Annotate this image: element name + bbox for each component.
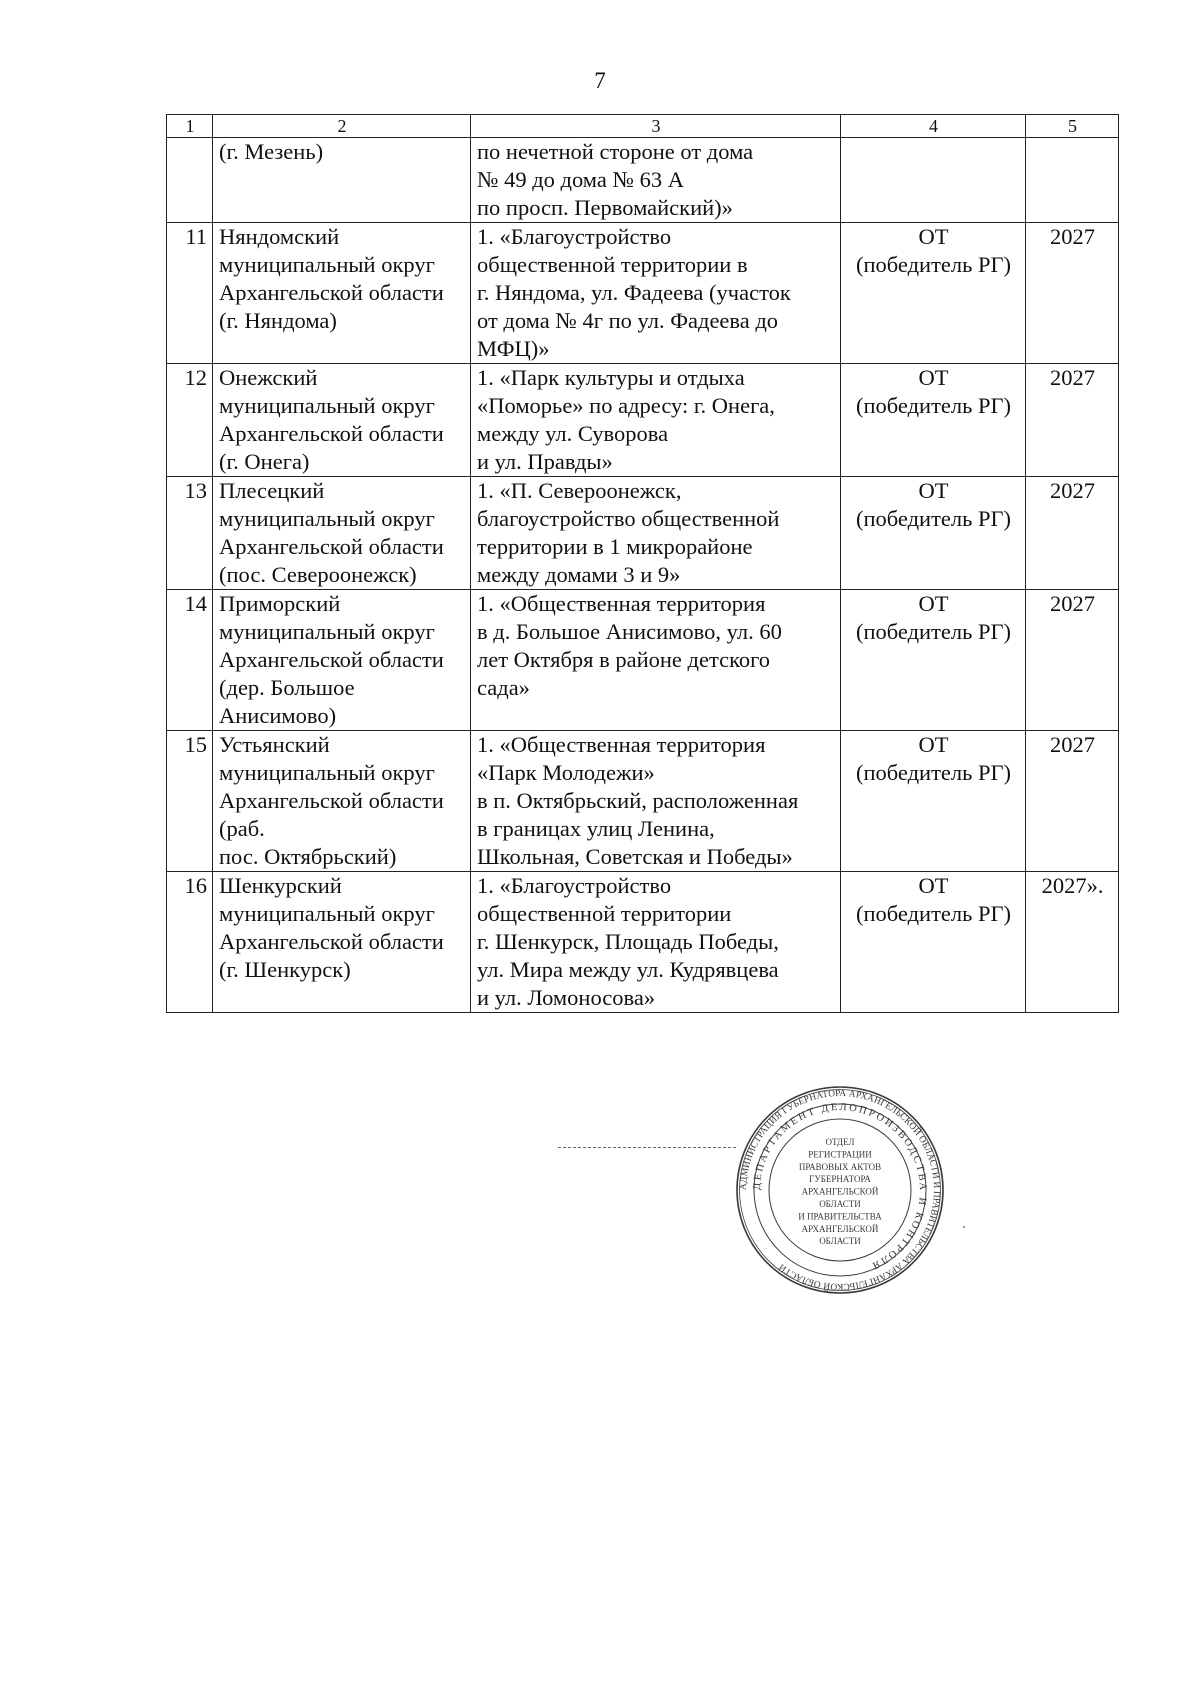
municipality-line: (г. Няндома)	[219, 308, 337, 333]
municipality-cell	[213, 477, 471, 590]
type-cell	[841, 872, 1026, 1013]
object-line: «Парк Молодежи»	[477, 760, 655, 785]
municipality-line: (пос. Североонежск)	[219, 562, 417, 587]
year-cell: 2027	[1026, 364, 1119, 477]
year-cell: 2027	[1026, 731, 1119, 872]
official-stamp	[735, 1085, 945, 1295]
municipality-line: (дер. Большое	[219, 675, 355, 700]
municipality-line: Онежский	[219, 365, 318, 390]
municipality-line: муниципальный округ	[219, 901, 435, 926]
stamp-middle-text: ДЕПАРТАМЕНТ ДЕЛОПРОИЗВОДСТВА И КОНТРОЛЯ	[751, 1101, 929, 1272]
row-number	[167, 138, 213, 223]
object-line: 1. «Благоустройство	[477, 224, 672, 249]
object-line: Школьная, Советская и Победы»	[477, 844, 793, 869]
table-row	[167, 364, 1119, 477]
stamp-outer-text: АДМИНИСТРАЦИЯ ГУБЕРНАТОРА АРХАНГЕЛЬСКОЙ ОБЛАСТИ И ПРАВИТЕЛЬСТВА АРХАНГЕЛЬСКОЙ ОБЛАСТИ	[738, 1088, 942, 1292]
object-line: и ул. Ломоносова»	[477, 985, 656, 1010]
municipality-line: Архангельской области	[219, 534, 444, 559]
object-cell	[471, 590, 841, 731]
column-number-1: 1	[167, 115, 213, 138]
object-line: в д. Большое Анисимово, ул. 60	[477, 619, 782, 644]
stamp-center-line: РЕГИСТРАЦИИ	[808, 1149, 872, 1160]
object-line: благоустройство общественной	[477, 506, 780, 531]
object-cell	[471, 731, 841, 872]
program-table	[166, 114, 1119, 1013]
stamp-center-line: ОБЛАСТИ	[819, 1236, 861, 1247]
type-line: (победитель РГ)	[855, 393, 1012, 418]
municipality-line: Архангельской области	[219, 647, 444, 672]
column-number-4: 4	[841, 115, 1026, 138]
municipality-line: муниципальный округ	[219, 760, 435, 785]
municipality-cell	[213, 731, 471, 872]
object-line: № 49 до дома № 63 А	[477, 167, 684, 192]
type-line: ОТ	[918, 365, 949, 390]
type-line: (победитель РГ)	[855, 760, 1012, 785]
type-line: ОТ	[918, 591, 949, 616]
column-number-2: 2	[213, 115, 471, 138]
municipality-line: муниципальный округ	[219, 619, 435, 644]
column-number-5: 5	[1026, 115, 1119, 138]
object-cell	[471, 138, 841, 223]
municipality-cell	[213, 590, 471, 731]
municipality-line: Архангельской области	[219, 421, 444, 446]
object-line: между домами 3 и 9»	[477, 562, 681, 587]
year-cell: 2027	[1026, 223, 1119, 364]
object-cell	[471, 477, 841, 590]
stamp-center-line: И ПРАВИТЕЛЬСТВА	[798, 1211, 882, 1222]
type-line: (победитель РГ)	[855, 506, 1012, 531]
year-cell	[1026, 138, 1119, 223]
municipality-line: муниципальный округ	[219, 393, 435, 418]
municipality-line: муниципальный округ	[219, 506, 435, 531]
municipality-line: Приморский	[219, 591, 341, 616]
type-cell	[841, 590, 1026, 731]
stamp-center-line: ОТДЕЛ	[825, 1137, 855, 1147]
municipality-line: Архангельской области	[219, 788, 444, 813]
object-line: лет Октября в районе детского	[477, 647, 771, 672]
row-number: 11	[167, 223, 213, 364]
object-cell	[471, 872, 841, 1013]
municipality-line: (раб.	[219, 816, 265, 841]
table-row	[167, 223, 1119, 364]
scan-speck	[963, 1226, 965, 1228]
object-line: между ул. Суворова	[477, 421, 669, 446]
municipality-cell	[213, 872, 471, 1013]
municipality-cell	[213, 223, 471, 364]
municipality-cell	[213, 138, 471, 223]
municipality-line: пос. Октябрьский)	[219, 844, 397, 869]
object-line: 1. «П. Североонежск,	[477, 478, 682, 503]
object-line: по нечетной стороне от дома	[477, 139, 754, 164]
object-line: по просп. Первомайский)»	[477, 195, 733, 220]
municipality-line: Шенкурский	[219, 873, 342, 898]
page-number: 7	[594, 68, 606, 93]
row-number: 13	[167, 477, 213, 590]
type-line: ОТ	[918, 732, 949, 757]
municipality-line: (г. Онега)	[219, 449, 310, 474]
stamp-center-line: ПРАВОВЫХ АКТОВ	[798, 1161, 882, 1172]
object-line: от дома № 4г по ул. Фадеева до	[477, 308, 779, 333]
type-cell	[841, 731, 1026, 872]
object-line: 1. «Общественная территория	[477, 591, 766, 616]
object-line: 1. «Благоустройство	[477, 873, 672, 898]
row-number: 14	[167, 590, 213, 731]
object-line: общественной территории в	[477, 252, 748, 277]
row-number: 15	[167, 731, 213, 872]
municipality-cell	[213, 364, 471, 477]
municipality-line: муниципальный округ	[219, 252, 435, 277]
year-cell: 2027».	[1026, 872, 1119, 1013]
type-line: (победитель РГ)	[855, 619, 1012, 644]
object-cell	[471, 364, 841, 477]
type-cell	[841, 364, 1026, 477]
year-cell: 2027	[1026, 477, 1119, 590]
table-row	[167, 138, 1119, 223]
object-line: в границах улиц Ленина,	[477, 816, 715, 841]
table-body	[167, 138, 1119, 1013]
stamp-center-line: ГУБЕРНАТОРА	[809, 1174, 871, 1185]
table-row	[167, 731, 1119, 872]
table-row	[167, 590, 1119, 731]
row-number: 12	[167, 364, 213, 477]
type-line: (победитель РГ)	[855, 901, 1012, 926]
object-line: г. Шенкурск, Площадь Победы,	[477, 929, 779, 954]
object-line: г. Няндома, ул. Фадеева (участок	[477, 280, 791, 305]
municipality-line: (г. Мезень)	[219, 139, 324, 164]
object-line: сада»	[477, 675, 530, 700]
municipality-line: Архангельской области	[219, 929, 444, 954]
municipality-line: Архангельской области	[219, 280, 444, 305]
type-line: ОТ	[918, 224, 949, 249]
column-number-row	[167, 115, 1119, 138]
object-line: в п. Октябрьский, расположенная	[477, 788, 799, 813]
type-cell	[841, 477, 1026, 590]
type-line: ОТ	[918, 478, 949, 503]
object-line: 1. «Общественная территория	[477, 732, 766, 757]
type-line: (победитель РГ)	[855, 252, 1012, 277]
object-line: «Поморье» по адресу: г. Онега,	[477, 393, 775, 418]
stamp-center-line: АРХАНГЕЛЬСКОЙ	[801, 1186, 879, 1197]
object-line: 1. «Парк культуры и отдыха	[477, 365, 745, 390]
object-line: общественной территории	[477, 901, 732, 926]
year-cell: 2027	[1026, 590, 1119, 731]
municipality-line: Анисимово)	[219, 703, 337, 728]
municipality-line: Плесецкий	[219, 478, 325, 503]
type-cell	[841, 223, 1026, 364]
municipality-line: Устьянский	[219, 732, 330, 757]
object-line: территории в 1 микрорайоне	[477, 534, 753, 559]
object-line: и ул. Правды»	[477, 449, 613, 474]
object-line: ул. Мира между ул. Кудрявцева	[477, 957, 779, 982]
signature-line	[558, 1147, 736, 1148]
type-line: ОТ	[918, 873, 949, 898]
table-row	[167, 872, 1119, 1013]
stamp-center-line: ОБЛАСТИ	[819, 1199, 861, 1209]
municipality-line: Няндомский	[219, 224, 340, 249]
stamp-center-line: АРХАНГЕЛЬСКОЙ	[801, 1223, 879, 1234]
stamp-center-text	[798, 1137, 882, 1246]
table-row	[167, 477, 1119, 590]
municipality-line: (г. Шенкурск)	[219, 957, 351, 982]
column-number-3: 3	[471, 115, 841, 138]
row-number: 16	[167, 872, 213, 1013]
object-line: МФЦ)»	[477, 336, 550, 361]
type-cell	[841, 138, 1026, 223]
object-cell	[471, 223, 841, 364]
